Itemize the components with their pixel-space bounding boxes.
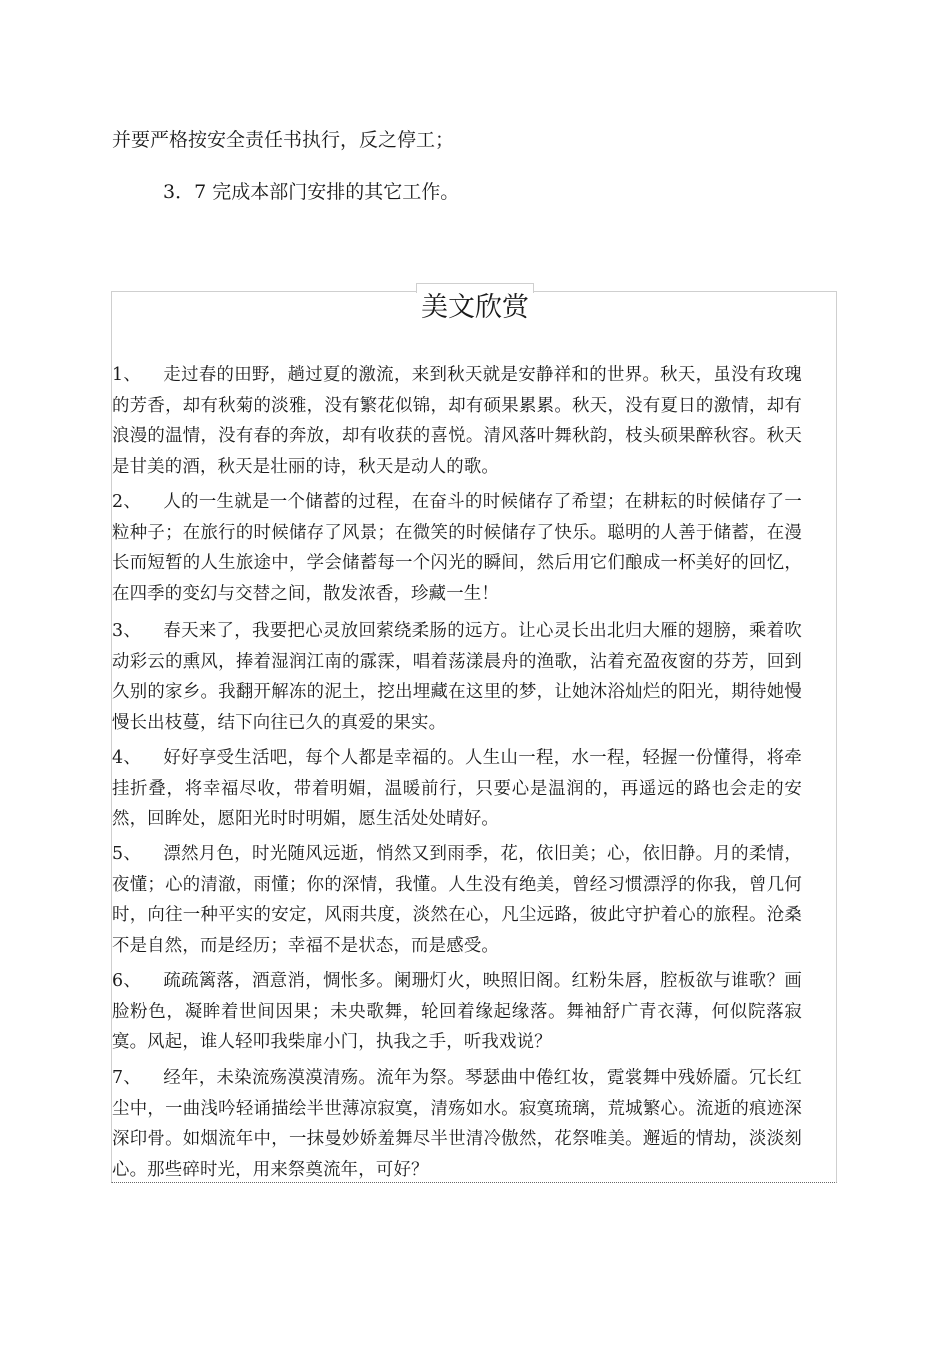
- box-title: 美文欣赏: [421, 292, 529, 323]
- paragraph-number: 6、: [112, 971, 142, 991]
- list-item-3-7: 3．7 完成本部门安排的其它工作。: [163, 181, 460, 203]
- paragraph-number: 5、: [112, 844, 142, 864]
- essay-paragraph-2: [112, 487, 802, 609]
- paragraph-text: 走过春的田野，趟过夏的激流，来到秋天就是安静祥和的世界。秋天，虽没有玫瑰的芳香，却有秋菊的淡雅，没有繁花似锦，却有硕果累累。秋天，没有夏日的激情，却有浪漫的温情，没有春的奔放，却有收获的喜悦。清风落叶舞秋韵，枝头硕果醉秋容。秋天是甘美的酒，秋天是壮丽的诗，秋天是动人的歌。: [112, 365, 802, 477]
- paragraph-text: 经年，未染流殇漠漠清殇。流年为祭。琴瑟曲中倦红妆，霓裳舞中残娇靥。冗长红尘中，一曲浅吟轻诵描绘半世薄凉寂寞，清殇如水。寂寞琉璃，荒城繁心。流逝的痕迹深深印骨。如烟流年中，一抹曼妙娇羞舞尽半世清冷傲然，花祭唯美。邂逅的情劫，淡淡刻心。那些碎时光，用来祭奠流年，可好？: [112, 1068, 802, 1180]
- paragraph-number: 1、: [112, 365, 142, 385]
- paragraph-text: 人的一生就是一个储蓄的过程，在奋斗的时候储存了希望；在耕耘的时候储存了一粒种子；在旅行的时候储存了风景；在微笑的时候储存了快乐。聪明的人善于储蓄，在漫长而短暂的人生旅途中，学会储蓄每一个闪光的瞬间，然后用它们酿成一杯美好的回忆，在四季的变幻与交替之间，散发浓香，珍藏一生！: [112, 492, 802, 604]
- paragraph-text: 春天来了，我要把心灵放回萦绕柔肠的远方。让心灵长出北归大雁的翅膀，乘着吹动彩云的熏风，捧着湿润江南的霡霂，唱着荡漾晨舟的渔歌，沾着充盈夜窗的芬芳，回到久别的家乡。我翻开解冻的泥土，挖出埋藏在这里的梦，让她沐浴灿烂的阳光，期待她慢慢长出枝蔓，结下向往已久的真爱的果实。: [112, 621, 802, 733]
- essay-paragraph-6: [112, 966, 802, 1058]
- paragraph-number: 4、: [112, 748, 142, 768]
- paragraph-text: 漂然月色，时光随风远逝，悄然又到雨季，花，依旧美；心，依旧静。月的柔情，夜懂；心的清澈，雨懂；你的深情，我懂。人生没有绝美，曾经习惯漂浮的你我，曾几何时，向往一种平实的安定，风雨共度，淡然在心，凡尘远路，彼此守护着心的旅程。沧桑不是自然，而是经历；幸福不是状态，而是感受。: [112, 844, 802, 956]
- paragraph-number: 3、: [112, 621, 142, 641]
- essay-paragraph-5: [112, 839, 802, 961]
- paragraph-number: 7、: [112, 1068, 142, 1088]
- body-text-line: 并要严格按安全责任书执行，反之停工；: [112, 129, 455, 151]
- essay-paragraph-3: [112, 616, 802, 738]
- essay-paragraph-1: [112, 360, 802, 482]
- essay-paragraph-7: [112, 1063, 802, 1185]
- paragraph-text: 疏疏篱落，酒意消，惆怅多。阑珊灯火，映照旧阁。红粉朱唇，腔板欲与谁歌？画脸粉色，凝眸着世间因果；未央歌舞，轮回着缘起缘落。舞袖舒广青衣薄，何似院落寂寞。风起，谁人轻叩我柴扉小门，执我之手，听我戏说？: [112, 971, 802, 1052]
- essay-paragraph-4: [112, 743, 802, 835]
- paragraph-text: 好好享受生活吧，每个人都是幸福的。人生山一程，水一程，轻握一份懂得，将牵挂折叠，将幸福尽收，带着明媚，温暖前行，只要心是温润的，再遥远的路也会走的安然，回眸处，愿阳光时时明媚，愿生活处处晴好。: [112, 748, 802, 829]
- paragraph-number: 2、: [112, 492, 142, 512]
